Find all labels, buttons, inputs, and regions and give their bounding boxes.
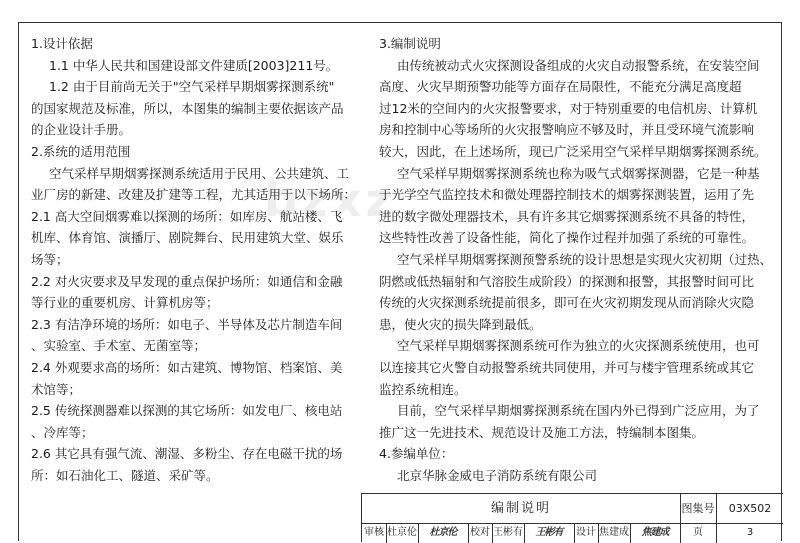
text-line: 推广这一先进技术、规范设计及施工方法，特编制本图集。 [379, 424, 705, 440]
design-label: 设计 [574, 523, 599, 543]
text-line: 2.4 外观要求高的场所：如古建筑、博物馆、档案馆、美 [31, 359, 343, 375]
right-column [379, 33, 775, 486]
text-line: 房和控制中心等场所的火灾报警响应不够及时，并且受环境气流影响 [379, 122, 755, 138]
text-line: 的企业设计手册。 [31, 122, 132, 138]
text-line: 等行业的重要机房、计算机房等； [31, 295, 219, 311]
heading-design-basis: 1.设计依据 [31, 36, 93, 51]
left-column [31, 33, 369, 486]
text-line: 阴燃或低热辐射和气溶胶生成阶段）的探测和报警，其报警时间可比 [379, 273, 755, 289]
designer-signature: 焦建成 [630, 523, 681, 543]
text-line: 2.3 有洁净环境的场所：如电子、半导体及芯片制造车间 [31, 316, 343, 332]
text-line: 2.2 对火灾要求及早发现的重点保护场所：如通信和金融 [31, 273, 343, 289]
text-line: 这些特性改善了设备性能，简化了操作过程并加强了系统的可靠性。 [379, 230, 755, 246]
watermark: bzxz [264, 173, 397, 227]
text-line: 监控系统相连。 [379, 381, 467, 397]
sheet-title: 编制说明 [362, 494, 681, 523]
text-line: 空气采样早期烟雾探测系统可作为独立的火灾探测系统使用，也可 [397, 338, 760, 354]
text-line: 空气采样早期烟雾探测系统也称为吸气式烟雾探测器，它是一种基 [397, 165, 760, 181]
drawing-sheet [18, 22, 782, 541]
title-block-signature-row [362, 523, 783, 543]
designer-name: 焦建成 [598, 523, 631, 543]
text-line: 空气采样早期烟雾探测预警系统的设计思想是实现火灾初期（过热、 [397, 251, 773, 267]
participating-company: 北京华脉金威电子消防系统有限公司 [397, 467, 598, 483]
review-label: 审核 [362, 523, 387, 543]
page-label: 页 [680, 523, 717, 543]
text-line: 高度、火灾早期预警功能等方面存在局限性，不能充分满足高度超 [379, 79, 742, 95]
text-line: 过12米的空间内的火灾报警要求，对于特别重要的电信机房、计算机 [379, 100, 758, 116]
text-line: 2.1 高大空间烟雾难以探测的场所：如库房、航站楼、飞 [31, 208, 343, 224]
page-number: 3 [746, 527, 754, 538]
text-line: 2.5 传统探测器难以探测的其它场所：如发电厂、核电站 [31, 403, 343, 419]
atlas-number: 03X502 [728, 502, 772, 515]
text-line: 所：如石油化工、隧道、采矿等。 [31, 467, 219, 483]
text-line: 术馆等； [31, 381, 82, 397]
text-line: 、实验室、手术室、无菌室等； [31, 338, 207, 354]
reviewer-name: 杜京伦 [386, 523, 419, 543]
text-line: 业厂房的新建、改建及扩建等工程，尤其适用于以下场所： [31, 187, 357, 203]
text-line: 以连接其它火警自动报警系统共同使用，并可与楼宇管理系统或其它 [379, 359, 755, 375]
text-line: 目前，空气采样早期烟雾探测系统在国内外已得到广泛应用，为了 [397, 403, 760, 419]
text-line: 的国家规范及标准，所以，本图集的编制主要依据该产品 [31, 100, 344, 116]
text-line: 、冷库等； [31, 424, 94, 440]
text-line: 1.2 由于目前尚无关于"空气采样早期烟雾探测系统" [49, 79, 335, 95]
text-line: 于光学空气监控技术和微处理器控制技术的烟雾探测装置，运用了先 [379, 187, 755, 203]
checker-name: 王彬有 [492, 523, 525, 543]
text-line: 场等； [31, 251, 69, 267]
text-line: 患，使火灾的损失降到最低。 [379, 316, 542, 332]
heading-scope: 2.系统的适用范围 [31, 143, 131, 159]
text-line: 空气采样早期烟雾探测系统适用于民用、公共建筑、工 [49, 165, 350, 181]
reviewer-signature: 杜京伦 [418, 523, 469, 543]
checker-signature: 王彬有 [524, 523, 575, 543]
heading-compilation-notes: 3.编制说明 [379, 36, 441, 51]
title-block-top-row [362, 494, 783, 524]
text-line: 进的数字微处理器技术，具有许多其它烟雾探测系统不具备的特性， [379, 208, 755, 224]
text-line: 由传统被动式火灾探测设备组成的火灾自动报警系统，在安装空间 [397, 57, 760, 73]
text-line: 传统的火灾探测系统提前很多，即可在火灾初期发现从而消除火灾隐 [379, 295, 755, 311]
check-label: 校对 [468, 523, 493, 543]
text-line: 机库、体育馆、演播厅、剧院舞台、民用建筑大堂、娱乐 [31, 230, 344, 246]
text-line: 较大，因此，在上述场所，现已广泛采用空气采样早期烟雾探测系统。 [379, 143, 767, 159]
atlas-number-label: 图集号 [680, 494, 717, 523]
text-line: 2.6 其它具有强气流、潮湿、多粉尘、存在电磁干扰的场 [31, 446, 343, 462]
text-line: 1.1 中华人民共和国建设部文件建质[2003]211号。 [49, 57, 339, 73]
title-block [361, 493, 783, 542]
heading-participating-unit: 4.参编单位： [379, 446, 454, 462]
